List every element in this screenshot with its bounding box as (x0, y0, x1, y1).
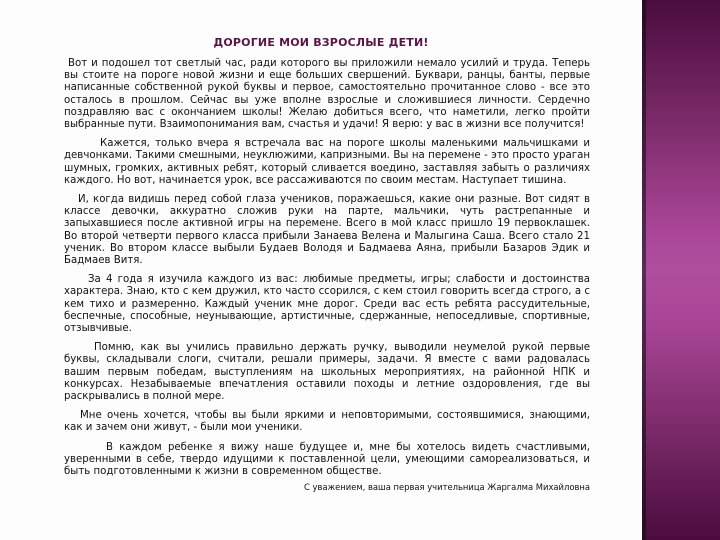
paragraph-4: За 4 года я изучила каждого из вас: любимые предметы, игры; слабости и достоинства характера. Знаю, кто с кем дружил, кто часто ссорился, с кем стоил говорить всегда строго, а с кем тихо и размеренно. Каждый ученик мне дорог. Среди вас есть ребята рассудительные, беспечные, способные, неунывающие, артистичные, сдержанные, непоседливые, спортивные, отзывчивые. (64, 274, 590, 335)
paragraph-6: Мне очень хочется, чтобы вы были яркими и неповторимыми, состоявшимися, знающими, как и зачем они живут, - были мои ученики. (64, 410, 590, 434)
paragraph-5: Помню, как вы учились правильно держать ручку, выводили неумелой рукой первые буквы, складывали слоги, считали, решали примеры, задачи. Я вместе с вами радовалась вашим первым победам, выступлениям на школьных мероприятиях, на районной НПК и конкурсах. Незабываемые впечатления оставили походы и летние оздоровления, где вы раскрывались в полной мере. (64, 342, 590, 403)
paragraph-3: И, когда видишь перед собой глаза учеников, поражаешься, какие они разные. Вот сидят в классе девочки, аккуратно сложив руки на парте, мальчики, чуть растрепанные и запыхавшиеся после активной игры на перемене. Всего в мой класс пришло 19 первоклашек. Во второй четверти первого класса прибыли Занаева Велена и Малыгина Саша. Всего стало 21 ученик. Во втором классе выбыли Будаев Володя и Бадмаева Аяна, прибыли Базаров Эдик и Бадмаев Витя. (64, 194, 590, 267)
paragraph-1: Вот и подошел тот светлый час, ради которого вы приложили немало усилий и труда. Теперь вы стоите на пороге новой жизни и еще больших свершений. Буквари, ранцы, банты, первые написанные собственной рукой буквы и первое, самостоятельно прочитанное слово - все это осталось в прошлом. Сейчас вы уже вполне взрослые и сложившиеся личности. Сердечно поздравляю вас с окончанием школы! Желаю добиться всего, что наметили, легко пройти выбранные пути. Взаимопонимания вам, счастья и удачи! Я верю: у вас в жизни все получится! (64, 58, 590, 131)
paragraph-2: Кажется, только вчера я встречала вас на пороге школы маленькими мальчишками и девчонками. Такими смешными, неуклюжими, капризными. Вы на перемене - это просто ураган шумных, громких, активных ребят, который сливается воедино, заставляя забыть о различиях каждого. Но вот, начинается урок, все рассаживаются по своим местам. Наступает тишина. (64, 138, 590, 186)
decorative-side-panel (642, 0, 720, 540)
signature: С уважением, ваша первая учительница Жаргалма Михайловна (304, 482, 590, 492)
letter-body (64, 58, 590, 485)
page-title: ДОРОГИЕ МОИ ВЗРОСЛЫЕ ДЕТИ! (213, 36, 429, 49)
paragraph-7: В каждом ребенке я вижу наше будущее и, мне бы хотелось видеть счастливыми, уверенными в себе, твердо идущими к поставленной цели, умеющими самореализоваться, и быть подготовленными к жизни в современном обществе. (64, 441, 590, 478)
